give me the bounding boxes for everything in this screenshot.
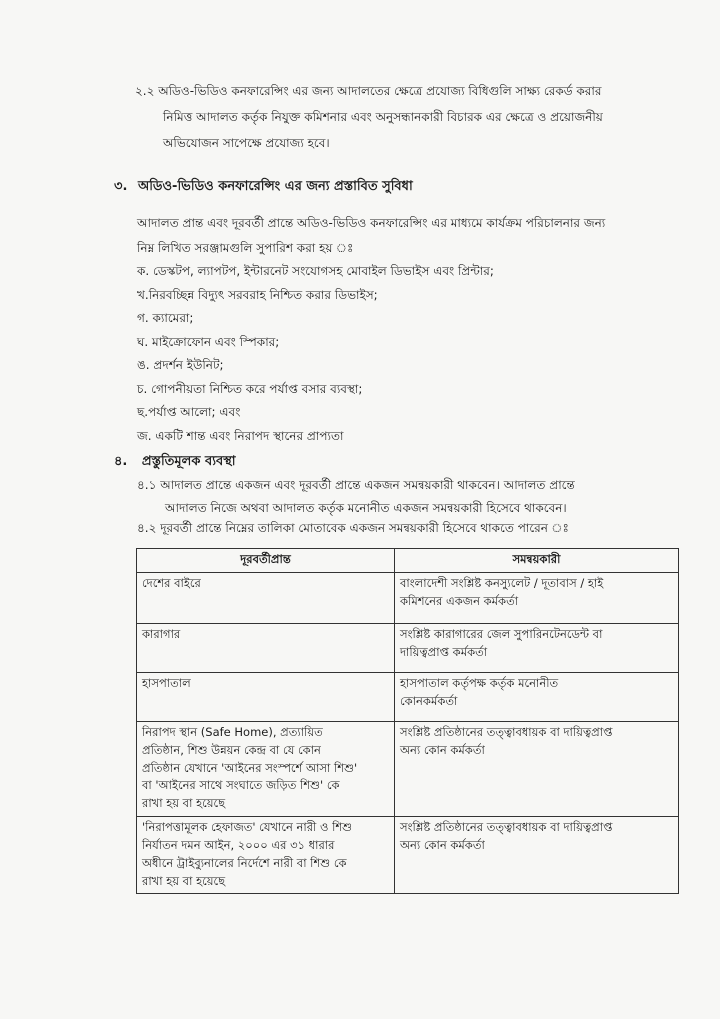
equipment-item: ছ.পর্যাপ্ত আলো; এবং — [137, 405, 241, 419]
section-4-1-line: আদালত নিজে অথবা আদালত কর্তৃক মনোনীত একজন সমন্বয়কারী হিসেবে থাকবেন। — [165, 501, 567, 515]
coordinator-cell — [395, 722, 679, 817]
cell-line: কমিশনের একজন কর্মকর্তা — [400, 593, 519, 608]
remote-cell — [137, 573, 395, 624]
section-3-intro-line: আদালত প্রান্ত এবং দূরবর্তী প্রান্তে অডিও-ভিডিও কনফারেন্সিং এর মাধ্যমে কার্যক্রম পরিচালনার জন্য — [137, 216, 606, 230]
remote-cell — [137, 624, 395, 673]
cell-line: দায়িত্বপ্রাপ্ত কর্মকর্তা — [400, 644, 488, 659]
section-4-heading — [114, 453, 236, 471]
cell-line: সংশ্লিষ্ট প্রতিষ্ঠানের তত্ত্বাবধায়ক বা দায়িত্বপ্রাপ্ত — [400, 820, 613, 835]
table-row — [137, 624, 679, 673]
coordinator-cell — [395, 624, 679, 673]
remote-cell — [137, 673, 395, 722]
equipment-item: খ.নিরবচ্ছিন্ন বিদ্যুৎ সরবরাহ নিশ্চিত করার ডিভাইস; — [137, 288, 378, 302]
section-4-number: ৪. — [114, 454, 128, 469]
section-3-intro — [137, 211, 677, 261]
section-3-number: ৩. — [114, 179, 128, 194]
cell-line: দেশের বাইরে — [142, 576, 201, 590]
coordinator-cell — [395, 573, 679, 624]
cell-line: হাসপাতাল — [142, 676, 191, 690]
remote-cell — [137, 817, 395, 894]
cell-line: রাখা হয় বা হয়েছে — [142, 873, 226, 888]
section-2-2-line: ২.২ অডিও-ভিডিও কনফারেন্সিং এর জন্য আদালতের ক্ষেত্রে প্রযোজ্য বিধিগুলি সাক্ষ্য রেকর্ড করার — [135, 84, 602, 98]
equipment-item: ঘ. মাইক্রোফোন এবং স্পিকার; — [137, 335, 280, 349]
cell-line: বা 'আইনের সাথে সংঘাতে জড়িত শিশু' কে — [142, 778, 340, 793]
section-3-title: অডিও-ভিডিও কনফারেন্সিং এর জন্য প্রস্তাবিত সুবিধা — [137, 179, 413, 194]
table-row — [137, 573, 679, 624]
table-row — [137, 817, 679, 894]
coordinator-cell — [395, 673, 679, 722]
header-remote-end: দূরবর্তীপ্রান্ত — [137, 549, 395, 573]
table-row — [137, 673, 679, 722]
section-3-heading — [114, 178, 413, 196]
cell-line: বাংলাদেশী সংশ্লিষ্ট কনস্যুলেট / দূতাবাস / হাই — [400, 576, 604, 590]
section-4-2-paragraph: ৪.২ দূরবর্তী প্রান্তে নিম্নের তালিকা মোতাবেক একজন সমন্বয়কারী হিসেবে থাকতে পারেন ঃ — [137, 521, 569, 535]
equipment-item: গ. ক্যামেরা; — [137, 311, 194, 325]
cell-line: অন্য কোন কর্মকর্তা — [400, 837, 485, 852]
cell-line: প্রতিষ্ঠান, শিশু উন্নয়ন কেন্দ্র বা যে কোন — [142, 742, 321, 757]
cell-line: অন্য কোন কর্মকর্তা — [400, 742, 485, 757]
section-2-2-paragraph — [135, 78, 675, 156]
section-2-2-line: অভিযোজন সাপেক্ষে প্রযোজ্য হবে। — [163, 136, 330, 150]
cell-line: নির্যাতন দমন আইন, ২০০০ এর ৩১ ধারার — [142, 837, 335, 852]
cell-line: সংশ্লিষ্ট প্রতিষ্ঠানের তত্ত্বাবধায়ক বা দায়িত্বপ্রাপ্ত — [400, 725, 613, 739]
section-2-2-line: নিমিত্ত আদালত কর্তৃক নিযুক্ত কমিশনার এবং অনুসন্ধানকারী বিচারক এর ক্ষেত্রে ও প্রয়োজনীয় — [163, 110, 603, 124]
cell-line: নিরাপদ স্থান (Safe Home), প্রত্যায়িত — [142, 725, 323, 739]
section-4-1-paragraph — [137, 474, 677, 520]
remote-cell — [137, 722, 395, 817]
section-3-intro-line: নিম্ন লিখিত সরঞ্জামগুলি সুপারিশ করা হয় ঃ — [137, 241, 354, 255]
equipment-item: চ. গোপনীয়তা নিশ্চিত করে পর্যাপ্ত বসার ব্যবস্থা; — [137, 382, 363, 396]
section-4-title: প্রস্তুতিমূলক ব্যবস্থা — [141, 454, 236, 469]
coordinator-table — [136, 548, 679, 894]
cell-line: প্রতিষ্ঠান যেখানে 'আইনের সংস্পর্শে আসা শিশু' — [142, 760, 358, 775]
equipment-item: ঙ. প্রদর্শন ইউনিট; — [137, 358, 224, 372]
coordinator-cell — [395, 817, 679, 894]
cell-line: রাখা হয় বা হয়েছে — [142, 796, 226, 811]
section-4-1-line: ৪.১ আদালত প্রান্তে একজন এবং দূরবর্তী প্রান্তে একজন সমন্বয়কারী থাকবেন। আদালত প্রান্তে — [137, 478, 575, 492]
header-coordinator: সমন্বয়কারী — [395, 549, 679, 573]
table-row — [137, 722, 679, 817]
cell-line: অধীনে ট্রাইব্যুনালের নির্দেশে নারী বা শিশু কে — [142, 855, 347, 870]
table-header-row — [137, 549, 679, 573]
equipment-item: ক. ডেস্কটপ, ল্যাপটপ, ইন্টারনেট সংযোগসহ মোবাইল ডিভাইস এবং প্রিন্টার; — [137, 264, 494, 278]
cell-line: সংশ্লিষ্ট কারাগারের জেল সুপারিনটেনডেন্ট বা — [400, 627, 603, 641]
equipment-item: জ. একটি শান্ত এবং নিরাপদ স্থানের প্রাপ্যতা — [137, 429, 344, 443]
cell-line: কারাগার — [142, 627, 181, 641]
cell-line: 'নিরাপত্তামূলক হেফাজত' যেখানে নারী ও শিশু — [142, 820, 353, 835]
cell-line: কোনকর্মকর্তা — [400, 693, 458, 708]
cell-line: হাসপাতাল কর্তৃপক্ষ কর্তৃক মনোনীত — [400, 676, 559, 690]
